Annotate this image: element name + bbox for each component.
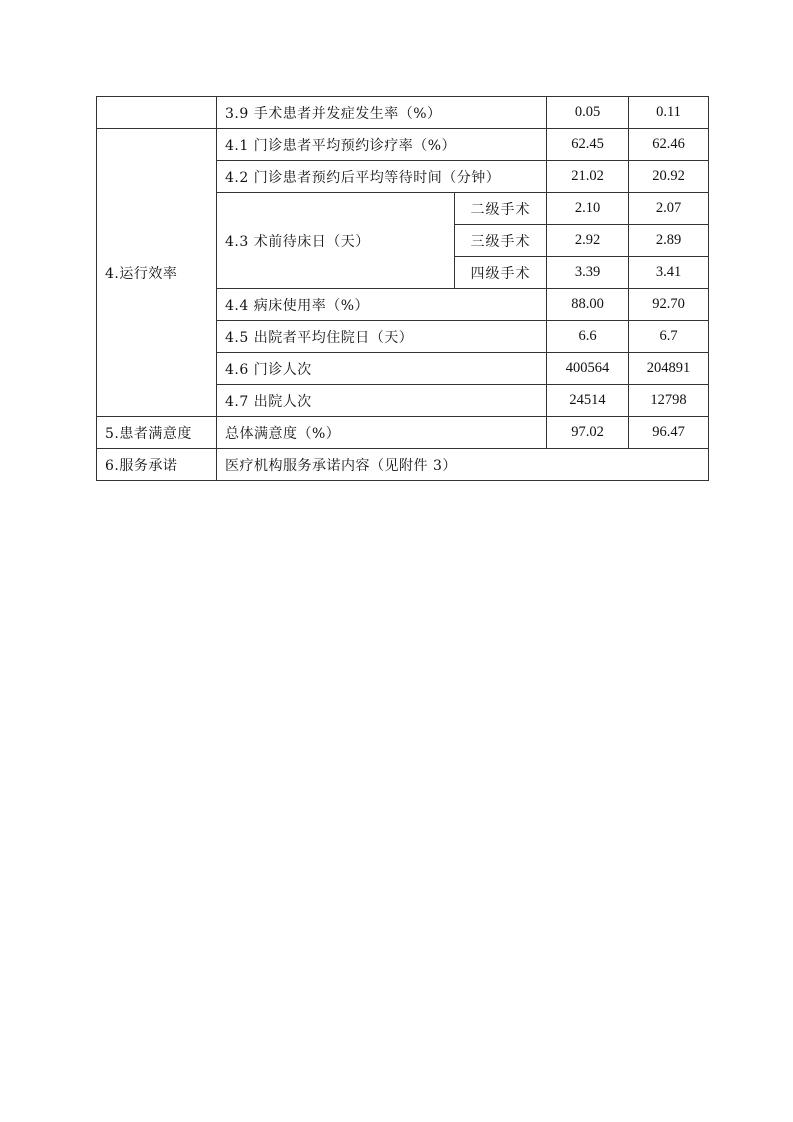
value-cell: 400564 xyxy=(547,353,629,385)
value-cell: 0.05 xyxy=(547,97,629,129)
value-cell: 3.41 xyxy=(629,257,709,289)
value-cell: 20.92 xyxy=(629,161,709,193)
value-cell: 6.7 xyxy=(629,321,709,353)
indicator-label: 3.9 手术患者并发症发生率（%） xyxy=(217,97,547,129)
value-cell: 62.46 xyxy=(629,129,709,161)
value-cell: 2.92 xyxy=(547,225,629,257)
indicator-label: 医疗机构服务承诺内容（见附件 3） xyxy=(217,449,709,481)
sub-indicator-label: 四级手术 xyxy=(455,257,547,289)
table-row xyxy=(97,97,709,129)
value-cell: 2.10 xyxy=(547,193,629,225)
indicator-label: 总体满意度（%） xyxy=(217,417,547,449)
value-cell: 62.45 xyxy=(547,129,629,161)
indicator-table xyxy=(96,96,709,481)
value-cell: 92.70 xyxy=(629,289,709,321)
indicator-label: 4.7 出院人次 xyxy=(217,385,547,417)
category-cell: 4.运行效率 xyxy=(97,129,217,417)
value-cell: 3.39 xyxy=(547,257,629,289)
value-cell: 24514 xyxy=(547,385,629,417)
sub-indicator-label: 三级手术 xyxy=(455,225,547,257)
table-row xyxy=(97,449,709,481)
value-cell: 6.6 xyxy=(547,321,629,353)
value-cell: 96.47 xyxy=(629,417,709,449)
indicator-label: 4.1 门诊患者平均预约诊疗率（%） xyxy=(217,129,547,161)
value-cell: 12798 xyxy=(629,385,709,417)
value-cell: 88.00 xyxy=(547,289,629,321)
indicator-label: 4.2 门诊患者预约后平均等待时间（分钟） xyxy=(217,161,547,193)
category-cell: 6.服务承诺 xyxy=(97,449,217,481)
value-cell: 2.89 xyxy=(629,225,709,257)
indicator-label: 4.5 出院者平均住院日（天） xyxy=(217,321,547,353)
sub-indicator-label: 二级手术 xyxy=(455,193,547,225)
indicator-label: 4.6 门诊人次 xyxy=(217,353,547,385)
category-cell: 5.患者满意度 xyxy=(97,417,217,449)
value-cell: 21.02 xyxy=(547,161,629,193)
value-cell: 2.07 xyxy=(629,193,709,225)
table-row xyxy=(97,129,709,161)
category-cell-empty xyxy=(97,97,217,129)
indicator-label: 4.3 术前待床日（天） xyxy=(217,193,455,289)
value-cell: 97.02 xyxy=(547,417,629,449)
table-row xyxy=(97,417,709,449)
value-cell: 0.11 xyxy=(629,97,709,129)
value-cell: 204891 xyxy=(629,353,709,385)
indicator-label: 4.4 病床使用率（%） xyxy=(217,289,547,321)
